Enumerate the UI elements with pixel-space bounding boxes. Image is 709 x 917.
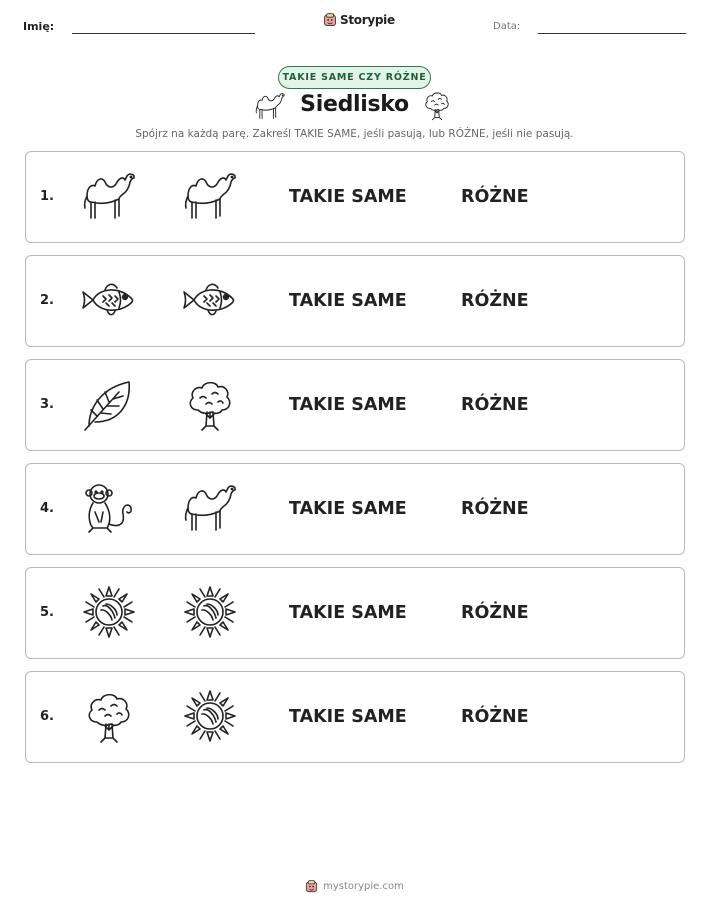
brand-name: Storypie (340, 13, 395, 27)
sun-icon (180, 582, 240, 642)
camel-icon (180, 166, 240, 226)
question-number: 4. (40, 501, 54, 516)
sun-icon (79, 582, 139, 642)
storypie-logo-icon (323, 13, 337, 27)
option-same[interactable]: TAKIE SAME (289, 707, 407, 727)
option-same[interactable]: TAKIE SAME (289, 499, 407, 519)
leaf-icon (79, 374, 139, 434)
name-label: Imię: (23, 20, 55, 33)
question-row (25, 255, 685, 347)
option-different[interactable]: RÓŻNE (461, 395, 529, 415)
date-label: Data: (493, 21, 521, 32)
instructions: Spójrz na każdą parę. Zakreśl TAKIE SAME, jeśli pasują, lub RÓŻNE, jeśli nie pasują. (135, 128, 574, 140)
name-field[interactable] (72, 33, 255, 34)
date-field[interactable] (538, 33, 686, 34)
storypie-logo-icon (305, 880, 318, 893)
option-different[interactable]: RÓŻNE (461, 499, 529, 519)
option-same[interactable]: TAKIE SAME (289, 187, 407, 207)
tree-icon (420, 88, 454, 122)
question-row (25, 151, 685, 243)
brand-logo (323, 13, 395, 27)
tree-icon (180, 374, 240, 434)
page-title: Siedlisko (300, 92, 409, 117)
question-row (25, 567, 685, 659)
fish-icon (79, 270, 139, 330)
footer (0, 880, 709, 893)
tree-icon (79, 686, 139, 746)
option-same[interactable]: TAKIE SAME (289, 603, 407, 623)
option-same[interactable]: TAKIE SAME (289, 395, 407, 415)
question-row (25, 671, 685, 763)
fish-icon (180, 270, 240, 330)
option-different[interactable]: RÓŻNE (461, 603, 529, 623)
footer-url: mystorypie.com (323, 881, 404, 892)
option-different[interactable]: RÓŻNE (461, 291, 529, 311)
question-number: 3. (40, 397, 54, 412)
camel-icon (180, 478, 240, 538)
question-number: 5. (40, 605, 54, 620)
question-number: 2. (40, 293, 54, 308)
question-number: 6. (40, 709, 54, 724)
question-number: 1. (40, 189, 54, 204)
option-different[interactable]: RÓŻNE (461, 187, 529, 207)
question-row (25, 463, 685, 555)
monkey-icon (79, 478, 139, 538)
option-same[interactable]: TAKIE SAME (289, 291, 407, 311)
option-different[interactable]: RÓŻNE (461, 707, 529, 727)
worksheet-type-tag: TAKIE SAME CZY RÓŻNE (278, 66, 431, 89)
sun-icon (180, 686, 240, 746)
question-row (25, 359, 685, 451)
camel-icon (79, 166, 139, 226)
